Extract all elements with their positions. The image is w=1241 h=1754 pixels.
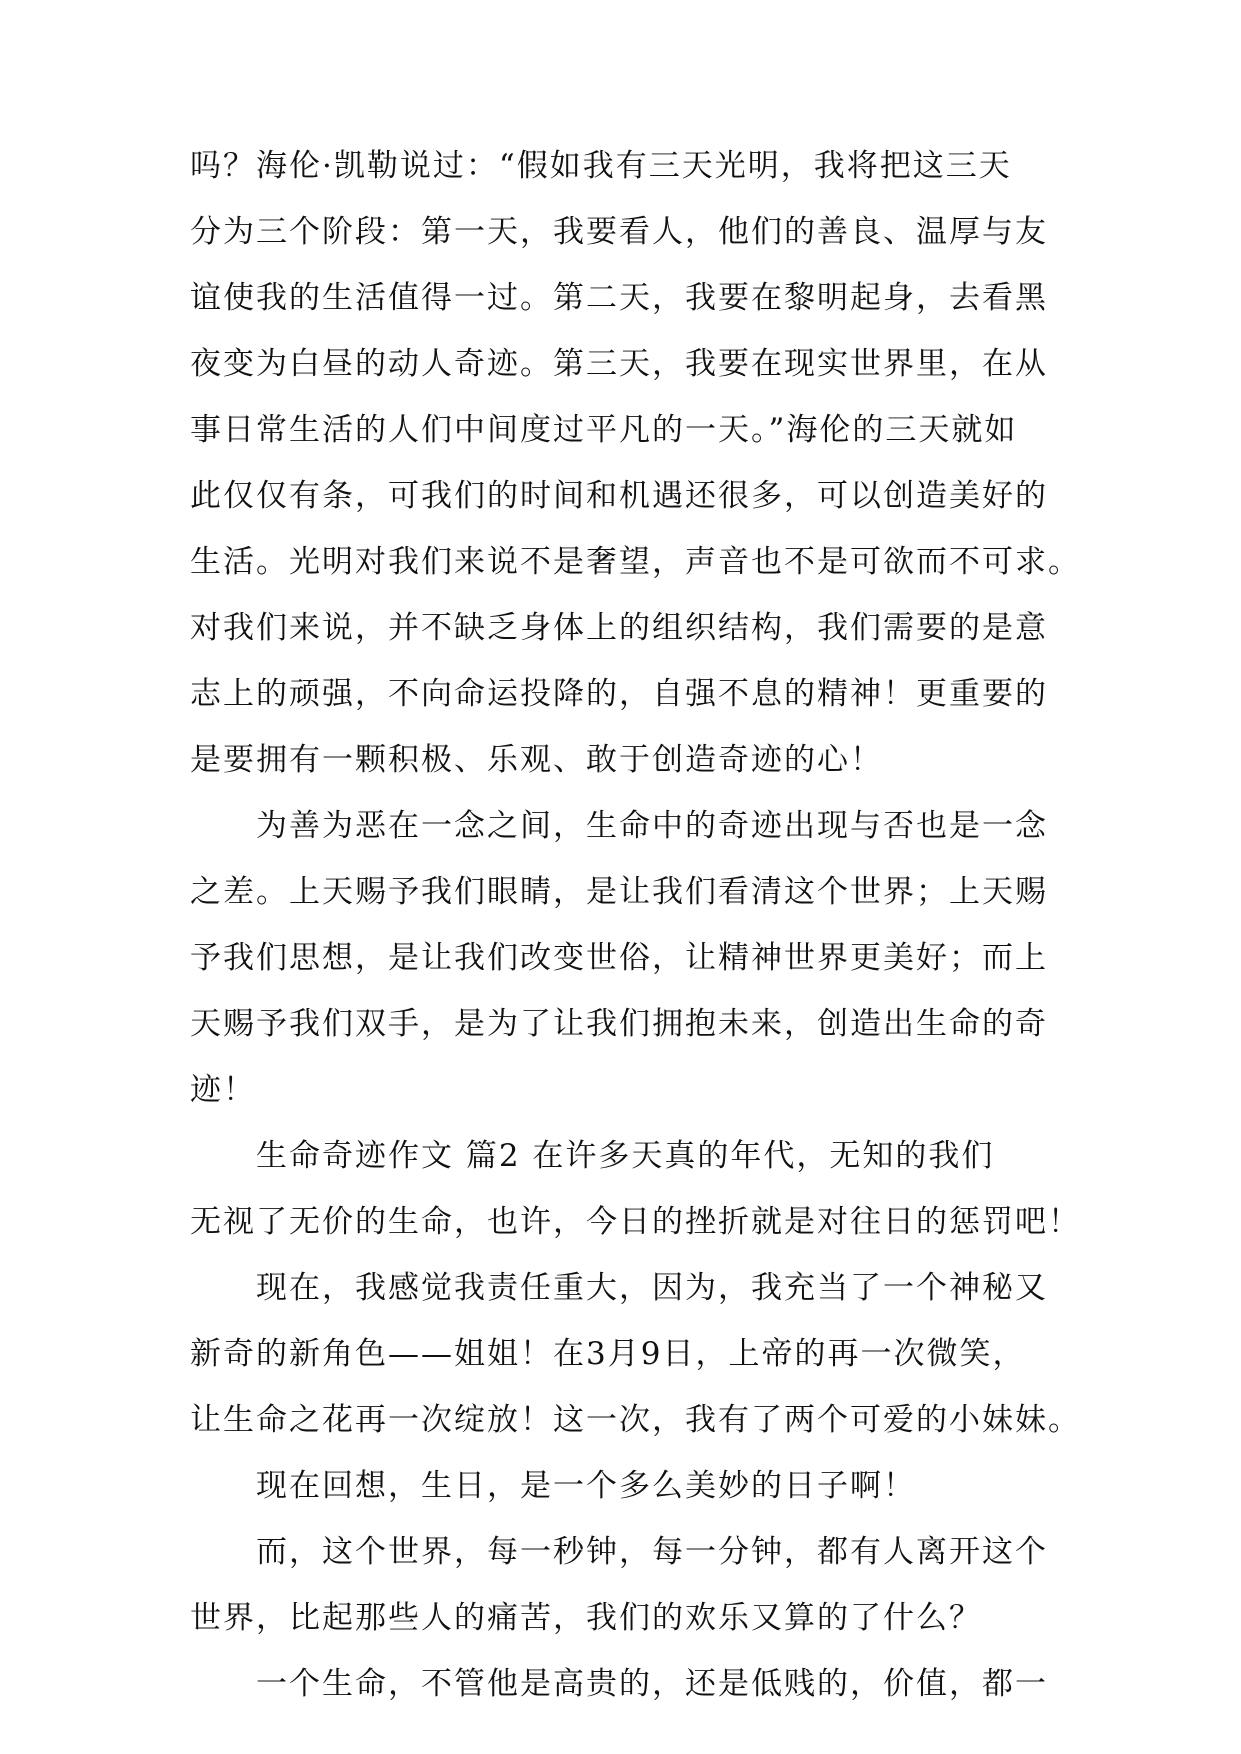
text-line: 志上的顽强，不向命运投降的，自强不息的精神！更重要的	[190, 676, 1048, 712]
text-line: 分为三个阶段：第一天，我要看人，他们的善良、温厚与友	[190, 214, 1048, 250]
text-line: 予我们思想，是让我们改变世俗，让精神世界更美好；而上	[190, 940, 1048, 976]
paragraph-first-line: 而，这个世界，每一秒钟，每一分钟，都有人离开这个	[256, 1534, 1048, 1570]
text-line: 生活。光明对我们来说不是奢望，声音也不是可欲而不可求。	[190, 544, 1081, 580]
text-line: 夜变为白昼的动人奇迹。第三天，我要在现实世界里，在从	[190, 346, 1048, 382]
text-line: 事日常生活的人们中间度过平凡的一天。”海伦的三天就如	[190, 412, 1018, 448]
text-line: 迹！	[190, 1072, 256, 1108]
text-line: 此仅仅有条，可我们的时间和机遇还很多，可以创造美好的	[190, 478, 1048, 514]
text-line: 让生命之花再一次绽放！这一次，我有了两个可爱的小妹妹。	[190, 1402, 1081, 1438]
paragraph-first-line: 一个生命，不管他是高贵的，还是低贱的，价值，都一	[256, 1666, 1048, 1702]
paragraph-first-line: 为善为恶在一念之间，生命中的奇迹出现与否也是一念	[256, 808, 1048, 844]
text-line: 对我们来说，并不缺乏身体上的组织结构，我们需要的是意	[190, 610, 1048, 646]
text-line: 吗？海伦·凯勒说过：“假如我有三天光明，我将把这三天	[190, 148, 1012, 184]
text-line: 世界，比起那些人的痛苦，我们的欢乐又算的了什么？	[190, 1600, 982, 1636]
section-heading-line: 生命奇迹作文 篇2 在许多天真的年代，无知的我们	[256, 1138, 995, 1174]
text-line: 是要拥有一颗积极、乐观、敢于创造奇迹的心！	[190, 742, 883, 778]
text-line: 之差。上天赐予我们眼睛，是让我们看清这个世界；上天赐	[190, 874, 1048, 910]
text-line: 无视了无价的生命，也许，今日的挫折就是对往日的惩罚吧！	[190, 1204, 1081, 1240]
paragraph-first-line: 现在，我感觉我责任重大，因为，我充当了一个神秘又	[256, 1270, 1048, 1306]
text-line: 新奇的新角色——姐姐！在3月9日，上帝的再一次微笑，	[190, 1336, 1026, 1372]
paragraph-first-line: 现在回想，生日，是一个多么美妙的日子啊！	[256, 1468, 916, 1504]
text-line: 谊使我的生活值得一过。第二天，我要在黎明起身，去看黑	[190, 280, 1048, 316]
text-line: 天赐予我们双手，是为了让我们拥抱未来，创造出生命的奇	[190, 1006, 1048, 1042]
